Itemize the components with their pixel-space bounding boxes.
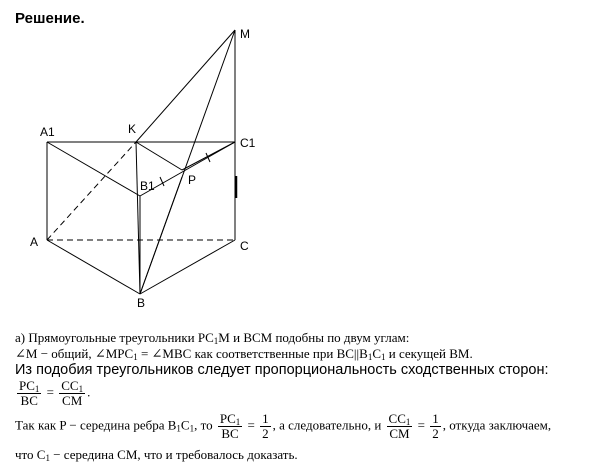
label-B: B (137, 296, 146, 310)
label-B1: B1 (140, 179, 155, 193)
fraction-pc1-bc-2: $\frac{PC_1}{BC}$ (219, 411, 241, 441)
label-P: P (188, 173, 197, 187)
fraction-one-half: $\frac{1}{2}$ (262, 411, 269, 441)
hidden-edge-A-K (47, 142, 136, 240)
segment-K-P (136, 142, 182, 170)
solution-line-6: что $C_1$ − середина CM, что и требовалось доказать. (15, 447, 298, 463)
edge-A-B (47, 240, 140, 294)
page-title: Решение. (15, 10, 85, 27)
fraction-one-half-2: $\frac{1}{2}$ (432, 411, 439, 441)
segment-K-M (136, 30, 235, 142)
label-K: K (128, 122, 137, 136)
fraction-cc1-cm-2: $\frac{CC_1}{CM}$ (388, 411, 411, 441)
label-C1: C1 (240, 136, 256, 150)
proportion-formula: $\frac{PC_1}{BC}$ = $\frac{CC_1}{CM}$ . (19, 378, 91, 408)
fraction-cc1-cm: $\frac{CC_1}{CM}$ (61, 378, 84, 408)
solution-line-1: а) Прямоугольные треугольники $PC_1M$ и BCM подобны по двум углам: (15, 330, 410, 346)
solution-line-3: Из подобия треугольников следует пропорциональность сходственных сторон: (15, 362, 549, 378)
fraction-pc1-bc: $\frac{PC_1}{BC}$ (19, 378, 40, 408)
edge-B-C (140, 240, 235, 294)
solution-line-2: ∠M − общий, $\angle MPC_1$ = ∠MBC как соответственные при $BC||B_1C_1$ и секущей BM. (15, 346, 473, 362)
label-M: M (240, 27, 250, 41)
label-A1: A1 (40, 125, 55, 139)
segment-B-M-inner (140, 177, 182, 294)
label-A: A (30, 235, 39, 249)
edge-A1-B1 (47, 142, 140, 196)
solution-line-5: Так как P − середина ребра $B_1C_1$, то $\frac{PC_1}{BC}$ = $\frac{1}{2}$ , а следовательно, и $\frac{CC_1}{CM}$ = $\frac{1}{2}$ , откуда заключаем, (15, 411, 552, 441)
label-C: C (240, 239, 249, 253)
segment-K-B (136, 142, 140, 294)
